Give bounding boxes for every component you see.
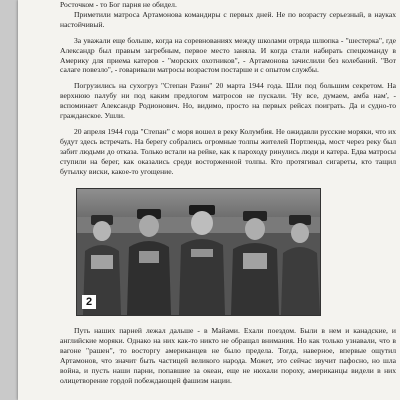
paragraph-3: За уважали еще больше, когда на соревнованиях между школами отряда шлюпка - "шестерка", где Александр был правым загребным, первое место заняла. И когда стали набирать спецкоманду в Америку для приема катеров - "морских охотников", - Артамонова зачислили без колебаний. "Вот салаге повезло", - говаривали матросы возрастом постарше и с опытом службы. bbox=[60, 35, 396, 75]
article-top-text bbox=[60, 0, 396, 177]
photo-number-label: 2 bbox=[82, 295, 96, 309]
group-photo bbox=[76, 188, 321, 316]
paragraph-6: Путь наших парней лежал дальше - в Майами. Ехали поездом. Были в нем и канадские, и английские моряки. Однако на них как-то никто не обращал внимания. Но как только узнавали, что в вагоне "рашен", то восторгу американцев не было предела. Тогда, наверное, впервые ощутил Артамонов, что значит быть частицей великого народа. Может, это сейчас звучит пафосно, но шла война, и пусть наши парни, попавшие за океан, еще не нюхали пороху, американцы видели в них олицетворение гордой побеждающей фашизм нации. bbox=[60, 326, 396, 385]
paragraph-2: Приметили матроса Артамонова командиры с первых дней. Не по возрасту серьезный, в науках настойчивый. bbox=[60, 9, 396, 29]
paragraph-1: Росточком - то Бог парня не обидел. bbox=[60, 0, 177, 9]
photo-figures bbox=[77, 189, 320, 315]
document-page bbox=[18, 0, 400, 400]
article-bottom-text bbox=[60, 326, 396, 385]
paragraph-5: 20 апреля 1944 года "Степан" с моря вошел в реку Колумбия. Не ожидавли русские моряки, что их будут здесь встречать. На берегу собрались огромные толпы жителей Портленда, мост через реку был забит людьми до отказа. Только встали на рейке, как к пароходу ринулись люди и катера. Едва матросы ступили на берег, как оказались среди восторженной толпы. Кто протягивал сигареты, кто тащил бутылку виски, какое-то угощение. bbox=[60, 126, 396, 176]
paragraph-4: Погрузились на сухогруз "Степан Разин" 20 марта 1944 года. Шли под большим секретом. На верхнюю палубу ни под каким предлогом матросов не пускали. 'Ну все, думаем, амба нам', - вспоминает Александр Родионович. Но, видимо, просто на первых рейсах поиграть. Да и судно-то гражданское. Ушли. bbox=[60, 81, 396, 121]
